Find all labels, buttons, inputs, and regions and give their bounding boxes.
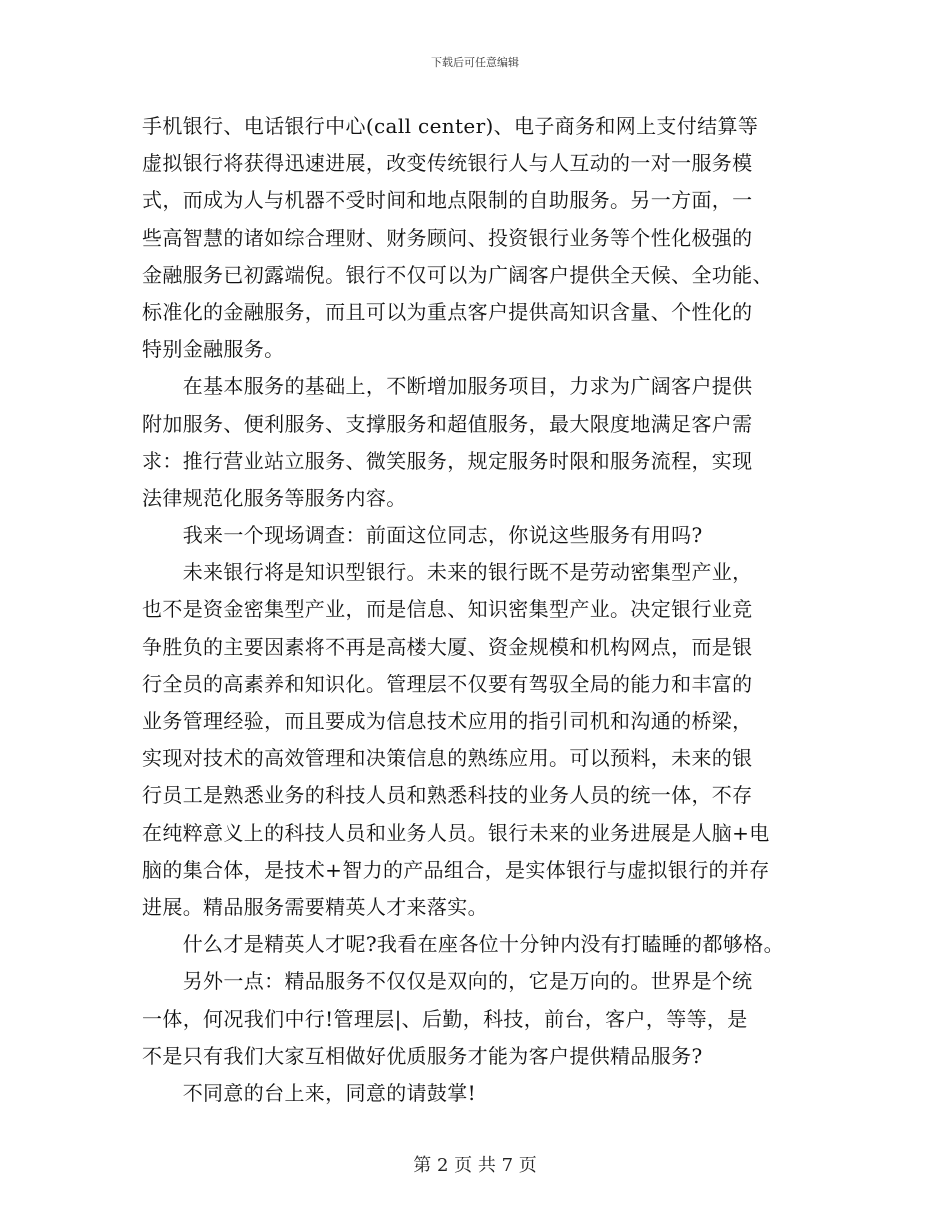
page-number-footer: 第 2 页 共 7 页: [413, 1155, 537, 1176]
text-line: 行员工是熟悉业务的科技人员和熟悉科技的业务人员的统一体，不存: [142, 783, 753, 808]
text-line: 实现对技术的高效管理和决策信息的熟练应用。可以预料，未来的银: [142, 746, 753, 771]
text-line: 我来一个现场调查：前面这位同志，你说这些服务有用吗?: [142, 523, 703, 548]
text-line: 未来银行将是知识型银行。未来的银行既不是劳动密集型产业，: [142, 560, 753, 585]
text-line: 金融服务已初露端倪。银行不仅可以为广阔客户提供全天候、全功能、: [142, 262, 773, 287]
text-line: 在基本服务的基础上，不断增加服务项目，力求为广阔客户提供: [142, 374, 753, 399]
text-line: 在纯粹意义上的科技人员和业务人员。银行未来的业务进展是人脑+电: [142, 820, 770, 845]
text-line: 不是只有我们大家互相做好优质服务才能为客户提供精品服务?: [142, 1043, 703, 1068]
text-line: 争胜负的主要因素将不再是高楼大厦、资金规模和机构网点，而是银: [142, 634, 753, 659]
text-line: 另外一点：精品服务不仅仅是双向的，它是万向的。世界是个统: [142, 969, 753, 994]
body-text: [142, 108, 818, 1112]
text-line: 也不是资金密集型产业，而是信息、知识密集型产业。决定银行业竞: [142, 597, 753, 622]
text-line: 不同意的台上来，同意的请鼓掌!: [142, 1080, 476, 1105]
text-line: 附加服务、便利服务、支撑服务和超值服务，最大限度地满足客户需: [142, 411, 753, 436]
text-line: 一体，何况我们中行!管理层|、后勤，科技，前台，客户，等等，是: [142, 1006, 748, 1031]
text-line: 进展。精品服务需要精英人才来落实。: [142, 894, 488, 919]
text-line: 脑的集合体，是技术+智力的产品组合，是实体银行与虚拟银行的并存: [142, 857, 770, 882]
text-line: 式，而成为人与机器不受时间和地点限制的自助服务。另一方面，一: [142, 188, 753, 213]
text-line: 虚拟银行将获得迅速进展，改变传统银行人与人互动的一对一服务模: [142, 151, 753, 176]
text-line: 标准化的金融服务，而且可以为重点客户提供高知识含量、个性化的: [142, 299, 753, 324]
text-line: 手机银行、电话银行中心(call center)、电子商务和网上支付结算等: [142, 114, 759, 138]
text-line: 些高智慧的诸如综合理财、财务顾问、投资银行业务等个性化极强的: [142, 225, 753, 250]
page-header: 下载后可任意编辑: [431, 56, 519, 69]
text-line: 特别金融服务。: [142, 337, 285, 362]
text-line: 行全员的高素养和知识化。管理层不仅要有驾驭全局的能力和丰富的: [142, 671, 753, 696]
text-line: 求：推行营业站立服务、微笑服务，规定服务时限和服务流程，实现: [142, 448, 753, 473]
text-line: 业务管理经验，而且要成为信息技术应用的指引司机和沟通的桥梁，: [142, 709, 753, 733]
text-line: 法律规范化服务等服务内容。: [142, 485, 407, 510]
text-line: 什么才是精英人才呢?我看在座各位十分钟内没有打瞌睡的都够格。: [142, 932, 784, 957]
